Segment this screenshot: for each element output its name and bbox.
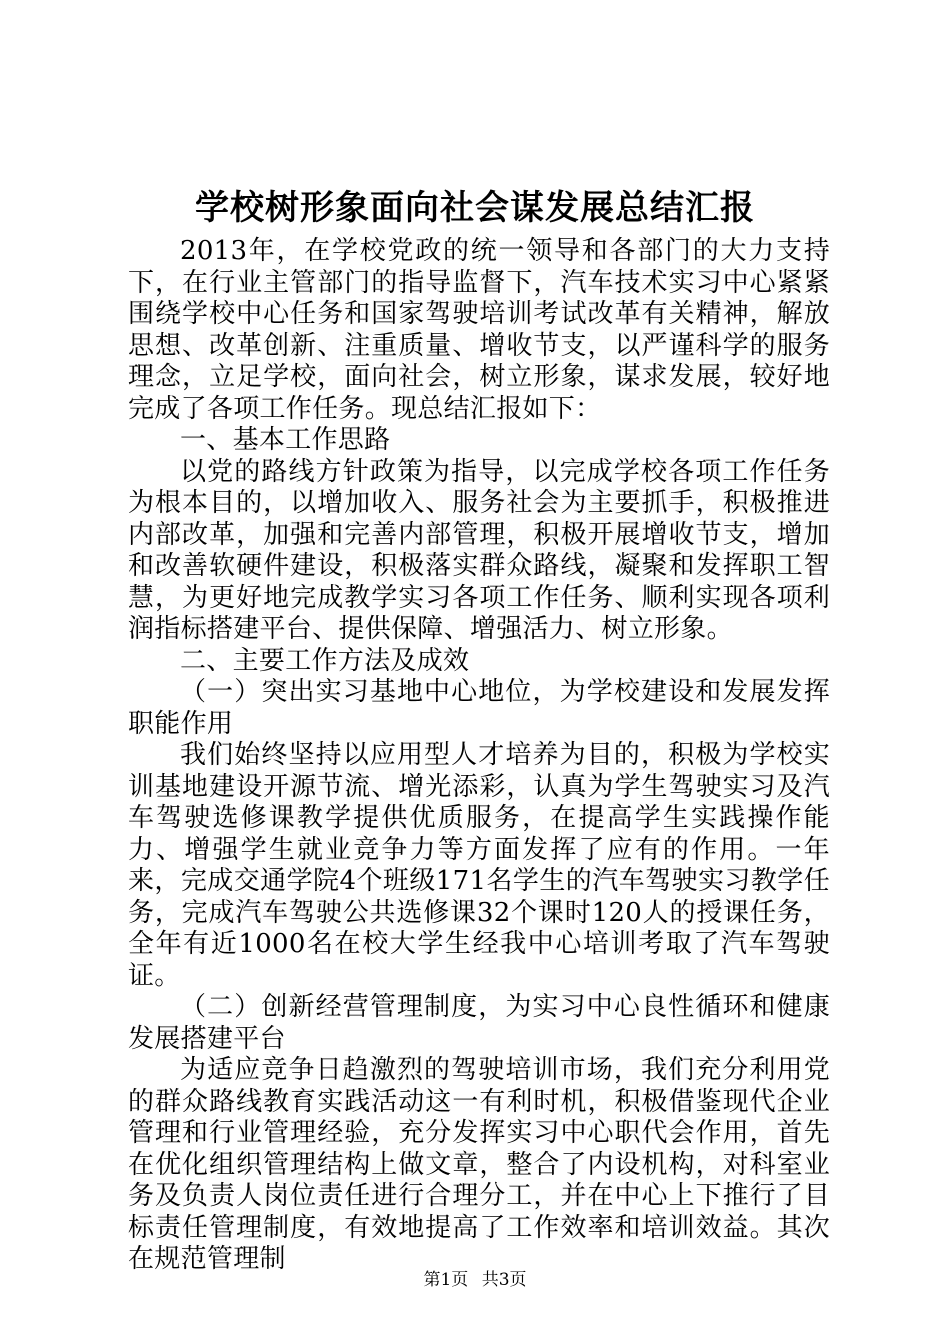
paragraph-intro: 2013年，在学校党政的统一领导和各部门的大力支持下，在行业主管部门的指导监督下，汽车技术实习中心紧紧围绕学校中心任务和国家驾驶培训考试改革有关精神，解放思想、改革创新、注重质量、增收节支，以严谨科学的服务理念，立足学校，面向社会，树立形象，谋求发展，较好地完成了各项工作任务。现总结汇报如下： [128, 236, 830, 424]
page-number: 第1页 [423, 1270, 469, 1290]
paragraph-training-base: 我们始终坚持以应用型人才培养为目的，积极为学校实训基地建设开源节流、增光添彩，认真为学生驾驶实习及汽车驾驶选修课教学提供优质服务，在提高学生实践操作能力、增强学生就业竞争力等方面发挥了应有的作用。一年来，完成交通学院4个班级171名学生的汽车驾驶实习教学任务，完成汽车驾驶公共选修课32个课时120人的授课任务，全年有近1000名在校大学生经我中心培训考取了汽车驾驶证。 [128, 740, 830, 991]
section-heading-1: 一、基本工作思路 [180, 425, 391, 455]
page-total: 共3页 [481, 1270, 527, 1290]
page-footer [0, 1268, 950, 1292]
document-title: 学校树形象面向社会谋发展总结汇报 [195, 188, 755, 228]
paragraph-management: 为适应竞争日趋激烈的驾驶培训市场，我们充分利用党的群众路线教育实践活动这一有利时机，积极借鉴现代企业管理和行业管理经验，充分发挥实习中心职代会作用，首先在优化组织管理结构上做文章，整合了内设机构，对科室业务及负责人岗位责任进行合理分工，并在中心上下推行了目标责任管理制度，有效地提高了工作效率和培训效益。其次在规范管理制 [128, 1055, 830, 1274]
subsection-heading-2: （二）创新经营管理制度，为实习中心良性循环和健康发展搭建平台 [128, 992, 830, 1054]
paragraph-basic-thinking: 以党的路线方针政策为指导，以完成学校各项工作任务为根本目的，以增加收入、服务社会为主要抓手，积极推进内部改革，加强和完善内部管理，积极开展增收节支，增加和改善软硬件建设，积极落实群众路线，凝聚和发挥职工智慧，为更好地完成教学实习各项工作任务、顺利实现各项利润指标搭建平台、提供保障、增强活力、树立形象。 [128, 456, 830, 644]
section-heading-2: 二、主要工作方法及成效 [180, 645, 470, 676]
subsection-heading-1: （一）突出实习基地中心地位，为学校建设和发展发挥职能作用 [128, 677, 830, 739]
document-body [128, 236, 830, 1276]
